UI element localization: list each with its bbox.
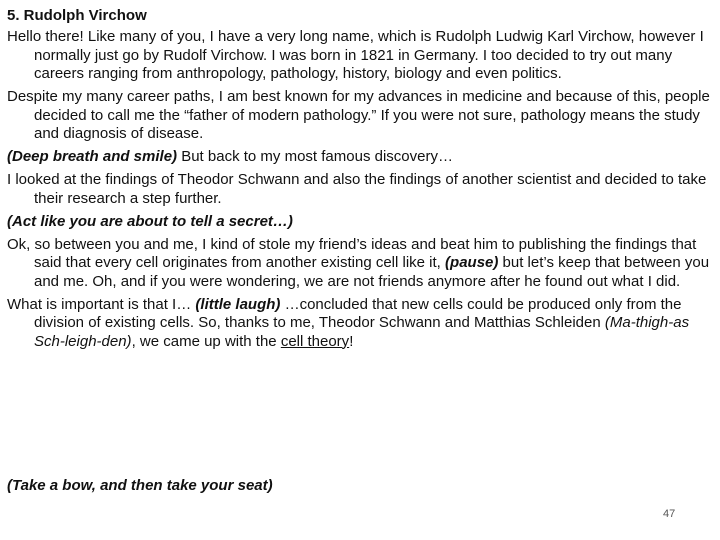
stage-direction-pause: (pause) [445, 254, 499, 271]
stage-direction-laugh: (little laugh) [195, 295, 281, 313]
conclusion-text-b: …concluded that new cells could be produced only from the division of existing cells. So, thanks to me, Theodor Schwann and Matthias Schleiden [34, 295, 682, 331]
conclusion-text-d: ! [349, 332, 354, 350]
conclusion-text-a: What is important is that I… [7, 295, 196, 313]
script-page [7, 6, 715, 356]
pronunciation-guide: (Ma-thigh-as Sch-leigh-den) [34, 314, 690, 350]
page-number: 47 [663, 508, 676, 520]
paragraph-secret [7, 236, 715, 292]
secret-text-b: but let’s keep that between you and me. Oh, and if you were wondering, we are not friends anymore after he found out what I did. [34, 254, 710, 290]
stage-direction-closing: (Take a bow, and then take your seat) [7, 477, 273, 494]
paragraph-career: Despite my many career paths, I am best known for my advances in medicine and because of this, people decided to call me the “father of modern pathology.” If you were not sure, pathology means the study and diagnosis of disease. [7, 88, 710, 142]
paragraph-discovery [7, 148, 715, 167]
conclusion-text-c: , we came up with the [131, 332, 281, 350]
secret-text-a: Ok, so between you and me, I kind of stole my friend’s ideas and beat him to publishing the findings that said that every cell originates from another existing cell like it, [7, 235, 697, 271]
cell-theory-term: cell theory [280, 332, 350, 350]
page-title: 5. Rudolph Virchow [7, 7, 147, 24]
discovery-text: But back to my most famous discovery… [177, 148, 453, 165]
paragraph-research: I looked at the findings of Theodor Schwann and also the findings of another scientist and decided to take their research a step further. [7, 171, 707, 207]
paragraph-conclusion [7, 296, 715, 352]
stage-direction-secret: (Act like you are about to tell a secret…) [7, 212, 293, 230]
stage-direction-breath: (Deep breath and smile) [7, 148, 178, 165]
paragraph-intro: Hello there! Like many of you, I have a very long name, which is Rudolph Ludwig Karl Virchow, however I normally just go by Rudolf Virchow. I was born in 1821 in Germany. I too decided to try out many careers ranging from anthropology, pathology, history, biology and even politics. [7, 28, 704, 82]
